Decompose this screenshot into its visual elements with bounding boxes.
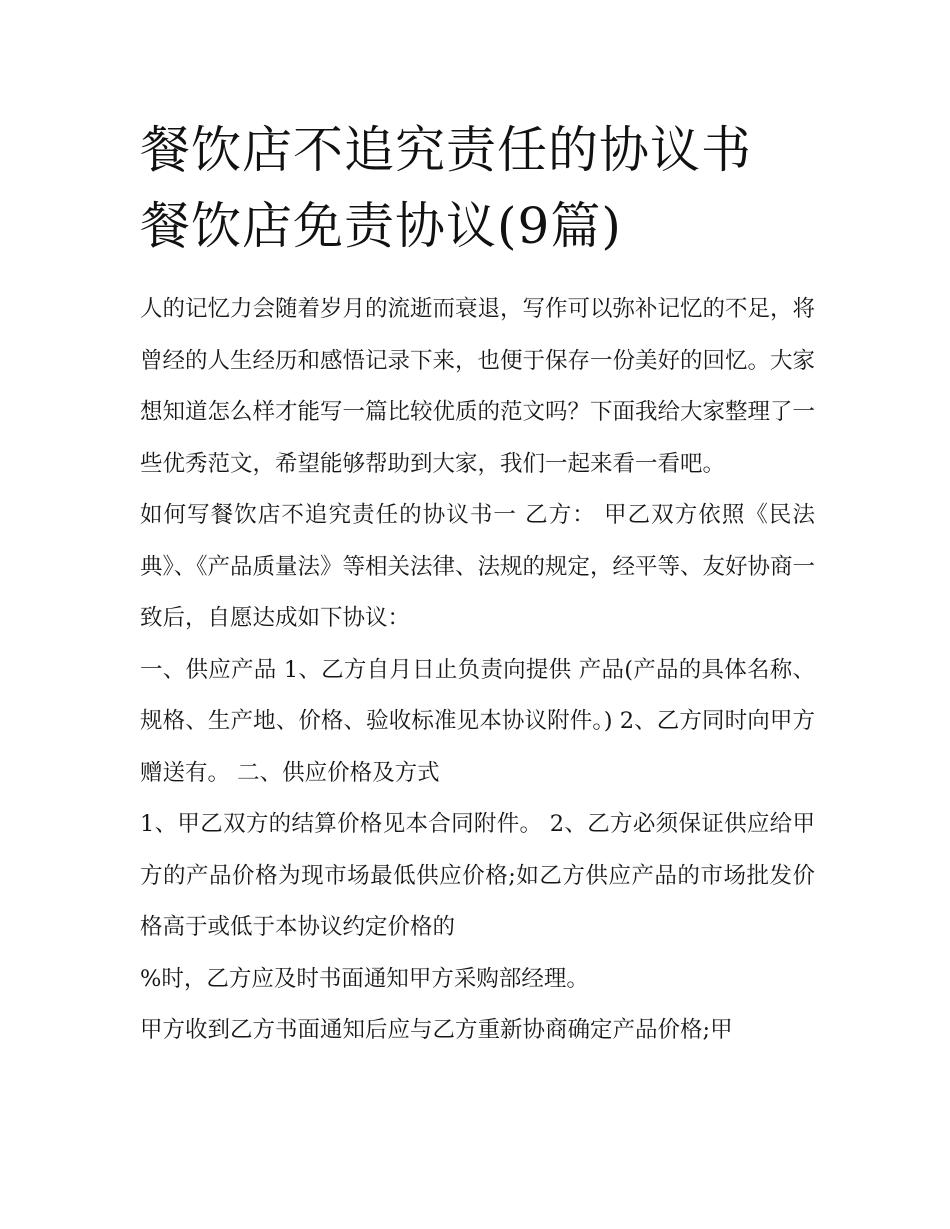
document-title: 餐饮店不追究责任的协议书 餐饮店免责协议(9篇) (140, 121, 752, 255)
paragraph-renegotiation: 甲方收到乙方书面通知后应与乙方重新协商确定产品价格;甲 (140, 1017, 733, 1043)
paragraph-intro: 人的记忆力会随着岁月的流逝而衰退，写作可以弥补记忆的不足，将曾经的人生经历和感悟记录下来，也便于保存一份美好的回忆。大家想知道怎么样才能写一篇比较优质的范文吗？下面我给大家整理了一些优秀范文，希望能够帮助到大家，我们一起来看一看吧。 (140, 296, 816, 477)
paragraph-supply-products: 一、供应产品 1、乙方自月日止负责向提供 产品(产品的具体名称、规格、生产地、价格、验收标准见本协议附件。) 2、乙方同时向甲方赠送有。 二、供应价格及方式 (140, 656, 815, 786)
paragraph-agreement-intro: 如何写餐饮店不追究责任的协议书一 乙方： 甲乙双方依照《民法典》、《产品质量法》等相关法律、法规的规定，经平等、友好协商一致后，自愿达成如下协议： (140, 502, 816, 631)
document-content (140, 112, 815, 1057)
paragraph-percent-notice: %时，乙方应及时书面通知甲方采购部经理。 (140, 965, 589, 992)
paragraph-pricing: 1、甲乙双方的结算价格见本合同附件。 2、乙方必须保证供应给甲方的产品价格为现市场最低供应价格;如乙方供应产品的市场批发价格高于或低于本协议约定价格的 (140, 811, 815, 940)
